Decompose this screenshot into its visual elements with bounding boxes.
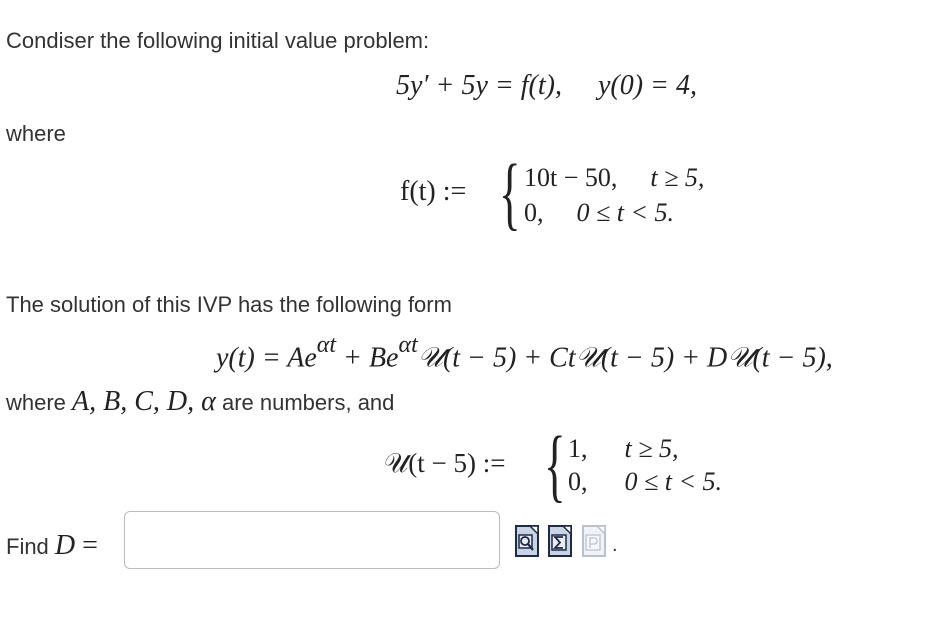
f-def-case2-cond: 0 ≤ t < 5.	[576, 198, 675, 227]
where-numbers-suffix: are numbers, and	[215, 390, 395, 415]
solution-exp-1: αt	[316, 332, 337, 358]
solution-exp-2: αt	[398, 332, 418, 358]
find-label	[6, 530, 98, 562]
parse-icon	[582, 525, 606, 557]
intro-text: Condiser the following initial value problem:	[6, 28, 430, 53]
find-var: D	[54, 530, 76, 561]
where-label: where	[6, 121, 66, 146]
where-numbers	[6, 386, 394, 418]
u-def-case2	[568, 467, 722, 497]
solution-intro: The solution of this IVP has the following form	[6, 292, 452, 317]
f-def-brace: {	[499, 147, 521, 238]
f-def-case1-expr: 10t − 50,	[524, 163, 618, 192]
f-def-case2	[524, 198, 674, 228]
u-def-case2-expr: 0,	[568, 467, 588, 496]
f-def-case1	[524, 163, 704, 193]
ivp-equation	[396, 70, 697, 102]
preview-icon[interactable]	[515, 525, 539, 557]
f-def-case2-expr: 0,	[524, 198, 544, 227]
solution-part-1: y(t) = Ae	[216, 342, 317, 374]
solution-part-2: + Be	[336, 342, 399, 374]
u-def-lhs: 𝒰(t − 5) :=	[384, 448, 506, 478]
ivp-ode: 5y′ + 5y = f(t),	[396, 70, 562, 101]
where-numbers-vars: A, B, C, D, α	[72, 386, 216, 417]
u-def-case1-cond: t ≥ 5,	[624, 434, 679, 463]
toolbar-trailing: .	[612, 534, 618, 556]
f-def-case1-cond: t ≥ 5,	[650, 163, 705, 192]
ivp-initial-condition: y(0) = 4,	[597, 70, 697, 101]
u-def-brace: {	[544, 419, 566, 510]
solution-form	[216, 332, 833, 374]
find-eq: =	[75, 530, 98, 561]
where-numbers-prefix: where	[6, 390, 73, 415]
f-def-lhs: f(t) :=	[400, 176, 467, 207]
u-def-case1	[568, 434, 679, 464]
u-def-case2-cond: 0 ≤ t < 5.	[624, 467, 723, 496]
u-def-case1-expr: 1,	[568, 434, 588, 463]
find-label-text: Find	[6, 534, 55, 559]
equation-editor-icon[interactable]	[548, 525, 572, 557]
answer-input[interactable]	[124, 511, 500, 569]
solution-part-3: 𝒰(t − 5) + Ct𝒰(t − 5) + D𝒰(t − 5),	[417, 342, 833, 374]
